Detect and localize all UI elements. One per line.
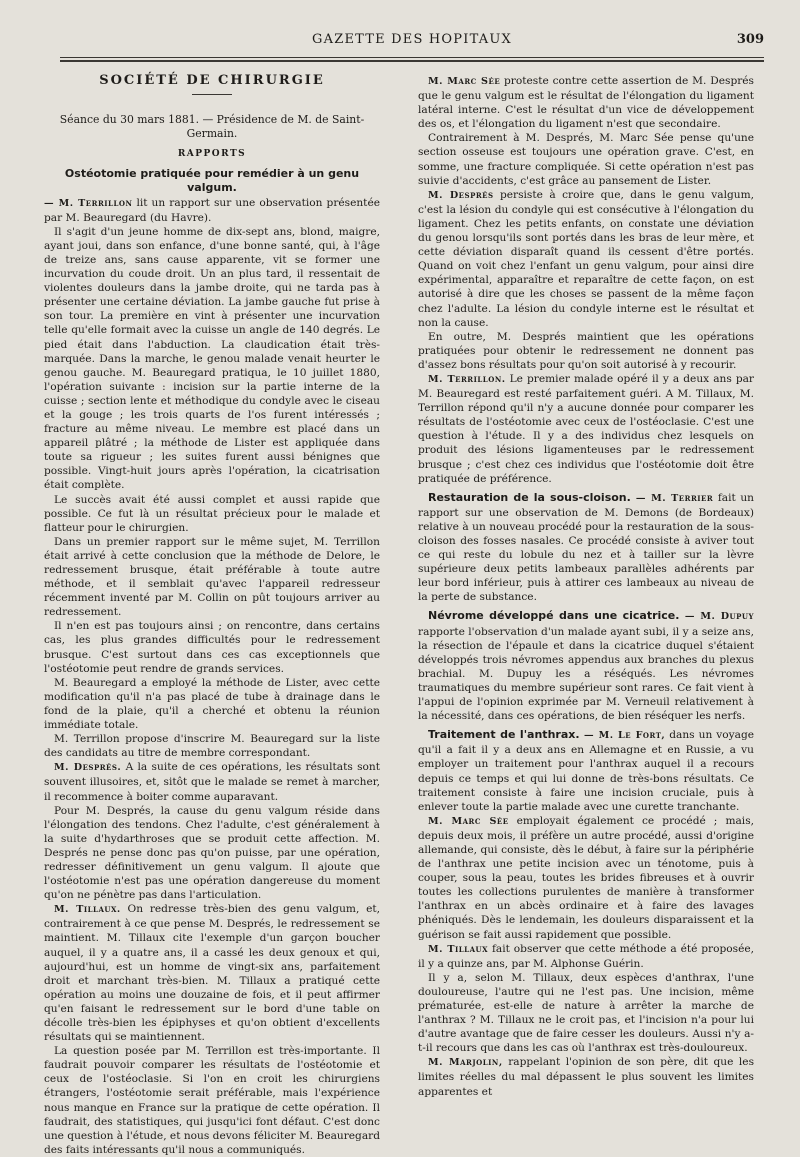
- paragraph-text: Le premier malade opéré il y a deux ans par M. Beauregard est resté parfaitement guéri. A M. Tillaux, M. Terrillon répond qu'il n'y a aucune donnée pour comparer les résultats de l'ostéotomie avec ceux de l'ostéoclasie. C'est une question à l'étude. Il y a des individus chez lesquels on produit des lésions ligamenteuses par le redressement brusque ; c'est chez ces individus que l'ostéotomie doit être pratiquée de préférence.: [418, 372, 754, 485]
- article-title-osteotomie: Ostéotomie pratiquée pour remédier à un genu valgum.: [64, 167, 360, 195]
- speaker-name: — M. Dupuy: [679, 611, 754, 623]
- paragraph-text: proteste contre cette assertion de M. Després que le genu valgum est le résultat de l'élongation du ligament latéral interne. C'est le résultat d'un vice de développement des os, et l'élongation du ligament n'est que secondaire.: [418, 75, 754, 131]
- paragraph: Contrairement à M. Després, M. Marc Sée pense qu'une section osseuse est toujours une opération grave. C'est, en somme, une fracture compliquée. Si cette opération n'est pas suivie d'accidents, c'est grâce au pansement de Lister.: [418, 132, 754, 187]
- right-column: [418, 74, 754, 1099]
- paragraph: [44, 902, 380, 1044]
- paragraph-text: rappelant l'opinion de son père, dit que les limites réelles du mal dépassent le plus souvent les limites apparentes et: [418, 1056, 755, 1098]
- paragraph: Le succès avait été aussi complet et aussi rapide que possible. Ce fut là un résultat précieux pour le malade et flatteur pour le chirurgien.: [44, 493, 380, 534]
- paragraph: M. Terrillon propose d'inscrire M. Beauregard sur la liste des candidats au titre de membre correspondant.: [44, 733, 380, 760]
- paragraph: [418, 942, 754, 971]
- paragraph: La question posée par M. Terrillon est très-importante. Il faudrait pouvoir comparer les résultats de l'ostéotomie et ceux de l'ostéoclasie. Si l'on en croit les chirurgiens étrangers, l'ostéotomie serait préférable, mais l'expérience nous manque en France sur la pratique de cette opération. Il faudrait, des statistiques, qui jusqu'ici font défaut. C'est donc une question à l'étude, et nous devons féliciter M. Beauregard des faits intéressants qu'il nous a communiqués.: [44, 1045, 380, 1156]
- paragraph: [418, 491, 754, 605]
- speaker-name: — M. Terrier: [630, 492, 714, 504]
- article-title-sous-cloison: Restauration de la sous-cloison.: [428, 490, 631, 504]
- speaker-name: M. Després: [428, 189, 494, 201]
- speaker-name: M. Marjolin,: [428, 1057, 503, 1069]
- paragraph-text: On redresse très-bien des genu valgum, et, contrairement à ce que pense M. Després, le redressement se maintient. M. Tillaux cite l'exemple d'un garçon boucher auquel, il y a quatre ans, il a cassé les deux genoux et qui, aujourd'hui, est un homme de vingt-six ans, parfaitement droit et marchant très-bien. M. Tillaux a pratiqué cette opération au moins une douzaine de fois, et il peut affirmer qu'en faisant le redressement sur le bord d'une table on décolle très-bien les épiphyses et qu'on obtient d'excellents résultats qui se maintiennent.: [44, 903, 380, 1044]
- paragraph-text: rapporte l'observation d'un malade ayant subi, il y a seize ans, la résection de l'épaule et dans la cicatrice duquel s'étaient développés trois névromes appendus aux branches du plexus brachial. M. Dupuy les a réséqués. Les névromes traumatiques du membre supérieur sont rares. Ce fait vient à l'appui de l'opinion exprimée par M. Verneuil relativement à la nécessité, dans ces opérations, de bien réséquer les nerfs.: [418, 625, 754, 723]
- paragraph: Il n'en est pas toujours ainsi ; on rencontre, dans certains cas, les plus grandes difficultés pour le redressement brusque. C'est surtout dans ces cas exceptionnels que l'ostéotomie peut rendre de grands services.: [44, 620, 380, 675]
- paragraph: En outre, M. Després maintient que les opérations pratiquées pour obtenir le redressement ne donnent pas d'assez bons résultats pour qu'on soit autorisé à y recourir.: [418, 330, 754, 371]
- section-title-rule: [192, 94, 232, 95]
- speaker-name: — M. Le Fort,: [579, 730, 666, 742]
- speaker-name: M. Marc Sée: [428, 815, 509, 827]
- paragraph: [44, 196, 380, 225]
- paragraph: Dans un premier rapport sur le même sujet, M. Terrillon était arrivé à cette conclusion que la méthode de Delore, le redressement brusque, était préférable à toute autre méthode, et il semblait qu'avec l'appareil redresseur récemment inventé par M. Collin on pût toujours arriver au redressement.: [44, 535, 380, 619]
- paragraph: M. Beauregard a employé la méthode de Lister, avec cette modification qu'il n'a pas placé de tube à drainage dans le fond de la plaie, qu'il a cherché et obtenu la réunion immédiate totale.: [44, 676, 380, 732]
- paragraph: [418, 609, 754, 723]
- paragraph-text: A la suite de ces opérations, les résultats sont souvent illusoires, et, sitôt que le malade se remet à marcher, il recommence à boiter comme auparavant.: [44, 761, 380, 803]
- seance-line: Séance du 30 mars 1881. — Présidence de M. de Saint-Germain.: [59, 113, 365, 141]
- paragraph-text: fait un rapport sur une observation de M. Demons (de Bordeaux) relative à un nouveau procédé pour la restauration de la sous-cloison des fosses nasales. Ce procédé consiste à aviver tout ce qui reste du lobule du nez et à tailler sur la lèvre supérieure deux petits lambeaux parallèles adhérents par leur bord inférieur, puis à attirer ces lambeaux au niveau de la perte de substance.: [418, 491, 754, 604]
- paragraph: Il y a, selon M. Tillaux, deux espèces d'anthrax, l'une douloureuse, l'autre qui ne l'est pas. Une incision, même prématurée, est-elle de nature à arrêter la marche de l'anthrax ? M. Tillaux ne le croit pas, et l'incision n'a pour lui d'autre avantage que de faire cesser les douleurs. Aussi n'y a-t-il recours que dans les cas où l'anthrax est très-douloureux.: [418, 971, 754, 1055]
- article-title-nevrome: Névrome développé dans une cicatrice.: [428, 609, 680, 623]
- speaker-name: M. Després.: [54, 762, 122, 774]
- paragraph: Il s'agit d'un jeune homme de dix-sept ans, blond, maigre, ayant joui, dans son enfance, d'une bonne santé, qui, à l'âge de treize ans, sans cause apparente, vit se former une incurvation du coude droit. Un an plus tard, il ressentait de violentes douleurs dans la jambe droite, qui ne tarda pas à présenter une certaine déviation. La jambe gauche fut prise à son tour. La première en vint à présenter une incurvation telle qu'elle formait avec la cuisse un angle de 140 degrés. Le pied était dans l'abduction. La claudication était très-marquée. Dans la marche, le genou malade venait heurter le genou gauche. M. Beauregard pratiqua, le 10 juillet 1880, l'opération suivante : incision sur la partie interne de la cuisse ; section lente et méthodique du condyle avec le ciseau et la gouge ; les trois quarts de l'os furent intéressés ; fracture au même niveau. Le membre est placé dans un appareil plâtré ; la méthode de Lister est appliquée dans toute sa rigueur ; les suites furent aussi bénignes que possible. Vingt-huit jours après l'opération, la cicatrisation était complète.: [44, 225, 380, 492]
- left-column: [44, 74, 380, 1157]
- speaker-name: M. Tillaux: [428, 943, 489, 955]
- page-header: [60, 30, 764, 56]
- paragraph: Pour M. Després, la cause du genu valgum réside dans l'élongation des tendons. Chez l'adulte, c'est généralement à la suite d'hydarthroses que se produit cette affection. M. Després ne pense donc pas qu'on puisse, par une opération, redresser définitivement un genu valgum. Il ajoute que l'ostéotomie n'est pas une opération dangereuse du moment qu'on ne pénètre pas dans l'articulation.: [44, 804, 380, 902]
- speaker-name: — M. Terrillon: [44, 197, 133, 209]
- paragraph: [418, 74, 754, 131]
- paragraph: [418, 728, 754, 814]
- speaker-name: M. Marc Sée: [428, 76, 501, 87]
- page-number: 309: [736, 32, 764, 47]
- paragraph: [418, 1055, 754, 1098]
- header-rule-thick: [60, 60, 764, 62]
- paragraph-text: lit un rapport sur une observation présentée par M. Beauregard (du Havre).: [44, 196, 380, 224]
- section-title: SOCIÉTÉ DE CHIRURGIE: [99, 73, 325, 88]
- journal-title: GAZETTE DES HOPITAUX: [312, 32, 512, 47]
- paragraph-text: employait également ce procédé ; mais, depuis deux mois, il préfère un autre procédé, aussi d'origine allemande, qui consiste, dès le début, à faire sur la périphérie de l'anthrax une petite incision avec un ténotome, puis à couper, sous la peau, toutes les brides fibreuses et à ouvrir toutes les collections purulentes de manière à transformer l'anthrax en un abcès ordinaire et à faire des lavages phéniqués. Dès le lendemain, les douleurs disparaissent et la guérison se fait aussi rapidement que possible.: [418, 814, 754, 941]
- article-title-anthrax: Traitement de l'anthrax.: [428, 728, 580, 742]
- paragraph: [418, 372, 754, 486]
- speaker-name: M. Tillaux.: [54, 904, 121, 916]
- paragraph-text: fait observer que cette méthode a été proposée, il y a quinze ans, par M. Alphonse Guérin.: [418, 942, 755, 970]
- paragraph-text: persiste à croire que, dans le genu valgum, c'est la lésion du condyle qui est consécutive à l'élongation du ligament. Chez les petits enfants, on constate une déviation du genou lorsqu'ils sont portés dans les bras de leur mère, et cette déviation disparaît quand ils cessent d'être portés. Quand on voit chez l'enfant un genu valgum, pour ainsi dire expérimental, apparaître et reparaître de cette façon, on est autorisé à dire que les choses se passent de la même façon chez l'adulte. La lésion du condyle interne est le résultat et non la cause.: [418, 188, 755, 329]
- header-rule-thin: [60, 57, 764, 58]
- speaker-name: M. Terrillon.: [428, 373, 506, 385]
- paragraph: [44, 760, 380, 803]
- paragraph: [418, 814, 754, 942]
- paragraph: [418, 188, 754, 330]
- rapports-heading: RAPPORTS: [177, 149, 247, 160]
- paragraph-text: dans un voyage qu'il a fait il y a deux ans en Allemagne et en Russie, a vu employer un traitement pour l'anthrax auquel il a recours depuis ce temps et qui lui donne de très-bons résultats. Ce traitement consiste à faire une incision cruciale, puis à enlever toute la partie malade avec une curette tranchante.: [418, 729, 754, 813]
